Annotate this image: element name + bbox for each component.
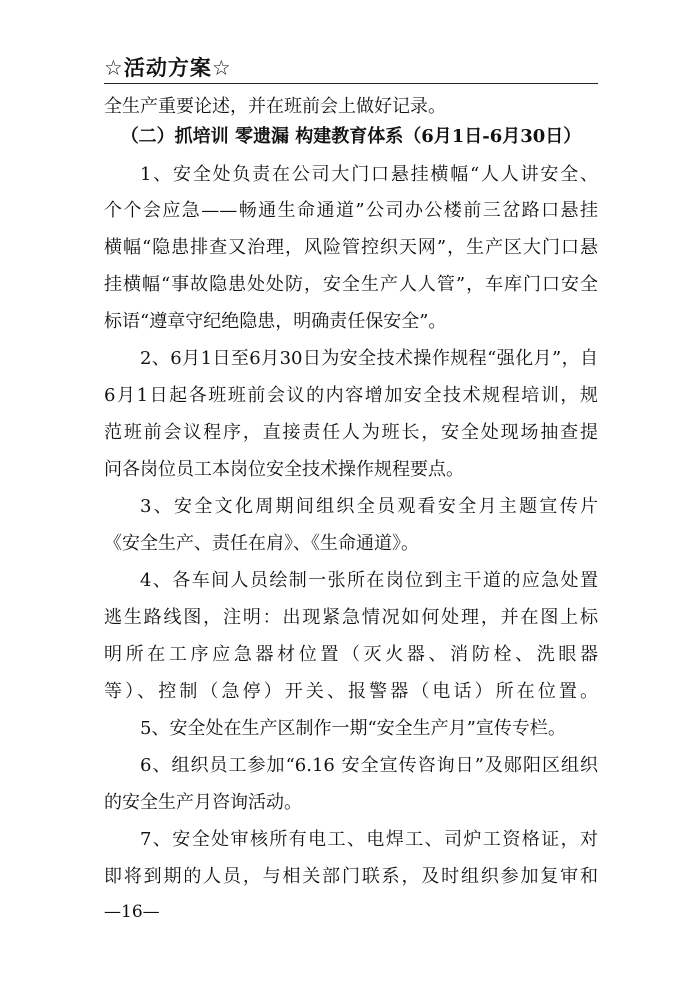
body-line: 3、安全文化周期间组织全员观看安全月主题宣传片 xyxy=(140,496,598,517)
body-line: 逃生路线图，注明：出现紧急情况如何处理，并在图上标 xyxy=(104,607,598,628)
body-line: 1、安全处负责在公司大门口悬挂横幅“人人讲安全、 xyxy=(140,164,598,185)
body-line: 《安全生产、责任在肩》、《生命通道》。 xyxy=(104,533,419,554)
body-line: 挂横幅“事故隐患处处防，安全生产人人管”，车库门口安全 xyxy=(104,274,598,295)
body-line: 6月1日起各班班前会议的内容增加安全技术规程培训，规 xyxy=(104,385,598,406)
body-line: 即将到期的人员，与相关部门联系，及时组织参加复审和 xyxy=(104,866,598,887)
body-line: 横幅“隐患排查又治理，风险管控织天网”，生产区大门口悬 xyxy=(104,237,598,258)
body-line: 6、组织员工参加“6.16 安全宣传咨询日”及郧阳区组织 xyxy=(140,755,598,776)
body-line: 全生产重要论述，并在班前会上做好记录。 xyxy=(104,96,446,117)
body-line: 5、安全处在生产区制作一期“安全生产月”宣传专栏。 xyxy=(140,718,566,739)
header-rule xyxy=(104,83,598,84)
body-line: 标语“遵章守纪绝隐患，明确责任保安全”。 xyxy=(104,311,447,332)
body-line: 的安全生产月咨询活动。 xyxy=(104,792,302,813)
body-line: 个个会应急——畅通生命通道”公司办公楼前三岔路口悬挂 xyxy=(104,200,598,221)
section-heading: （二）抓培训 零遗漏 构建教育体系（6月1日-6月30日） xyxy=(120,126,582,147)
page-header-title: ☆活动方案☆ xyxy=(104,56,232,80)
body-line: 4、各车间人员绘制一张所在岗位到主干道的应急处置 xyxy=(140,570,598,591)
body-line: 问各岗位员工本岗位安全技术操作规程要点。 xyxy=(104,459,464,480)
body-line: 2、6月1日至6月30日为安全技术操作规程“强化月”，自 xyxy=(140,348,598,369)
body-line: 7、安全处审核所有电工、电焊工、司炉工资格证，对 xyxy=(140,829,598,850)
body-line: 明所在工序应急器材位置（灭火器、消防栓、洗眼器 xyxy=(104,644,598,665)
body-line: 范班前会议程序，直接责任人为班长，安全处现场抽查提 xyxy=(104,422,598,443)
page-number: —16— xyxy=(104,902,160,922)
body-line: 等）、控制（急停）开关、报警器（电话）所在位置。 xyxy=(104,681,598,702)
